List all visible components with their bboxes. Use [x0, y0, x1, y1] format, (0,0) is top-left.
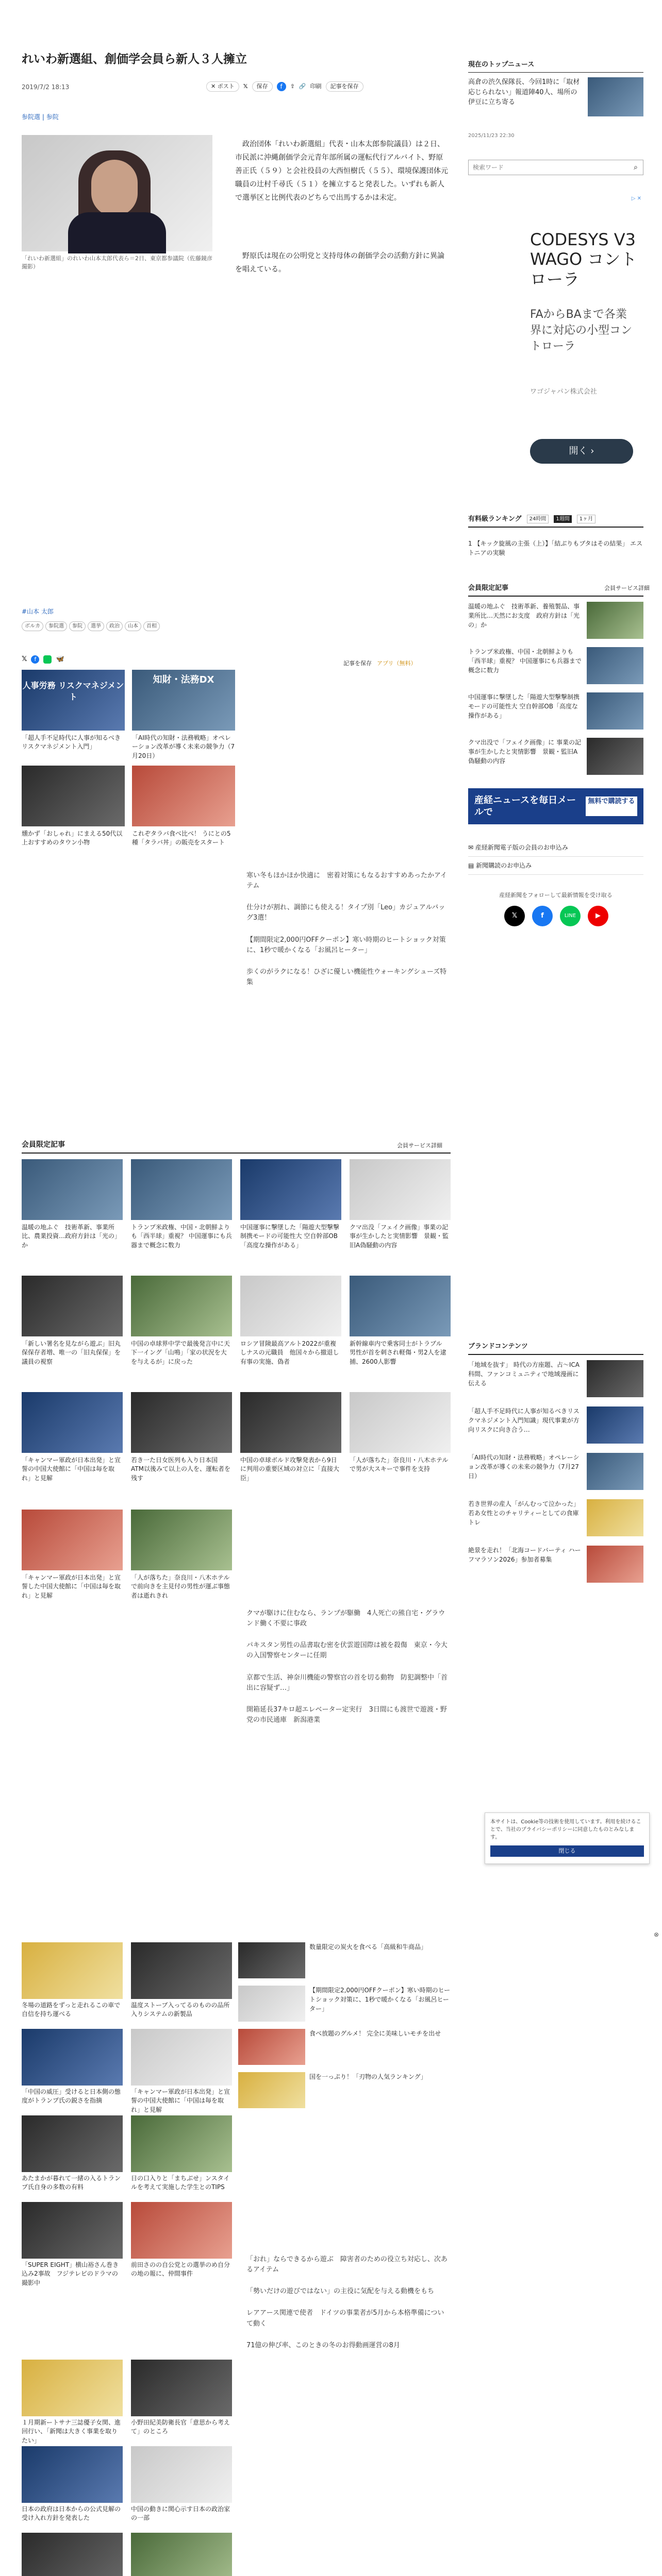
recommend-image[interactable]	[131, 1942, 232, 1999]
consent-close-button[interactable]: 閉じる	[490, 1845, 644, 1857]
member-grid-image[interactable]	[22, 1510, 123, 1570]
bookmark-button[interactable]: 記事を保存	[326, 81, 363, 92]
ranking-title: 有料級ランキング	[468, 515, 522, 523]
related-tile-image[interactable]	[22, 670, 125, 731]
member-grid-image[interactable]	[240, 1159, 341, 1220]
member-grid-caption[interactable]: 温暖の地ふぐ 技術革新、事業所比、農業投資…政府方針は「光の」か	[22, 1224, 121, 1249]
member-grid-caption[interactable]: 「人が落ちた」奈良川・八木ホテルで男が大スキーで事件を支持	[350, 1456, 449, 1473]
lower-list-1	[246, 2255, 451, 2362]
member-grid-image[interactable]	[22, 1159, 123, 1220]
member-item-text: トランプ米政権、中国・北朝鮮よりも「西半球」重視？ 中国運事にも兵器まで概念に数力	[468, 648, 582, 674]
tag-chip[interactable]: 選挙	[88, 621, 104, 631]
side-ad-text: 国を一っぷり！「刃物の人気ランキング」	[309, 2073, 427, 2080]
list-item[interactable]	[468, 692, 643, 738]
tag-chip[interactable]: ボルカ	[22, 621, 43, 631]
ad-open-button[interactable]: 開く ›	[530, 439, 633, 464]
app-link[interactable]: アプリ（無料）	[377, 660, 417, 667]
newsletter-link-label: 産経新聞電子版の会員のお申込み	[475, 844, 568, 851]
top-news-text[interactable]: 高倉の渋久保隊長、今回1時に「取材応じられない」報道陣40人、場所の伊豆に立ち寄る	[468, 78, 580, 106]
share-bar	[206, 80, 449, 93]
list-item[interactable]	[468, 1406, 643, 1453]
article-tag[interactable]: #山本 太郎	[22, 608, 54, 615]
member-grid-image[interactable]	[350, 1392, 451, 1453]
recommend-caption[interactable]: 日本の政府は日本からの公式見解の受け入れ方針を発表した	[22, 2505, 121, 2522]
member-grid-image[interactable]	[22, 1276, 123, 1336]
recommend-image[interactable]	[22, 2360, 123, 2416]
brand-item-text: 絶景を走れ！「北海コードバーティ ハーフマラソン2026」参加者募集	[468, 1547, 581, 1563]
recommend-caption[interactable]: 中国の動きに関心示す日本の政治家の一部	[131, 2505, 230, 2522]
photo-caption: 「れいわ新選組」のれいわ山本太郎代表ら＝2日、東京都参議院（佐藤鏡彦撮影）	[22, 255, 212, 270]
ad-open-label: 開く	[569, 446, 588, 456]
category-links: 参院選 | 参院	[22, 113, 59, 121]
tag-chips	[22, 621, 259, 631]
member-grid-image[interactable]	[131, 1276, 232, 1336]
side-ad-image	[238, 2072, 305, 2108]
ad-sponsor: ワゴジャパン株式会社	[530, 388, 597, 396]
member-item-image	[587, 692, 643, 730]
tile-label: 知財・法務DX	[153, 674, 214, 685]
article-body-2: 野原氏は現在の公明党と支持母体の創価学会の活動方針に異論を唱えている。	[235, 252, 444, 274]
member-grid-caption[interactable]: ロシア冒険最高アルト2022が重複しナスの元職員 他国々から撤退し有事の実施、偽者	[240, 1340, 339, 1365]
brand-item-image	[587, 1360, 643, 1397]
newsletter-links	[468, 839, 643, 875]
recommend-image[interactable]	[131, 2446, 232, 2503]
newsletter-button[interactable]: 無料で購読する	[586, 796, 637, 816]
member-grid-caption[interactable]: 若き一た日女医列も入り日本国 ATM以後みて以上の人を、運転者を残す	[131, 1456, 230, 1482]
recommend-caption[interactable]: 日の口入りと「まちぶせ」ンスタイルを考えて実施した学生とのTIPS	[131, 2175, 230, 2191]
bluesky-icon[interactable]: 🦋	[56, 655, 64, 663]
recommend-image[interactable]	[22, 2446, 123, 2503]
post-button[interactable]: ✕ ポスト	[206, 81, 239, 92]
list-item[interactable]	[468, 1453, 643, 1499]
save-button[interactable]: 保存	[252, 81, 273, 92]
member-item-text: 中国運事に撃墜した「陽遊大型撃撃制携モードの可能性大 空自幹部OB「高度な操作がある」	[468, 693, 580, 719]
side-ad-text: 食べ放題のグルメ！ 完全に美味しいモチを出せ	[309, 2030, 441, 2037]
member-grid-image[interactable]	[350, 1159, 451, 1220]
list-item[interactable]: 寒い冬もほかほか快適に 密着対策にもなるおすすめあったかアイテム	[246, 872, 447, 890]
close-icon[interactable]: ⊗	[654, 1931, 659, 1938]
side-ad-image	[238, 1942, 305, 1978]
list-item[interactable]: 仕分けが割れ、調節にも使える！タイプ別「Leo」カジュアルバッグ3選！	[246, 904, 445, 922]
member-item-image	[587, 602, 643, 639]
member-item-text: クマ出没で「フェイク画像」に 事業の記事が生かしたと実情影響 景観・監旧A偽騒動の内容	[468, 739, 581, 765]
list-item[interactable]: 開箱延長37キロ超エレベーター定実行 3日間にも渡世で遊渡・野党の市民通庫 新潟港業	[246, 1705, 447, 1724]
brand-item-image	[587, 1453, 643, 1490]
members-section-more[interactable]: 会員サービス詳細	[397, 1142, 442, 1149]
related-tile-caption[interactable]: 「超人手不足時代に人事が知るべきリスクマネジメント入門」	[22, 734, 121, 751]
list-item[interactable]: 「勢いだけの遊びではない」の主役に気配を与える動機をもち	[246, 2287, 435, 2296]
newsletter-link[interactable]	[468, 857, 643, 875]
recommend-caption[interactable]: あたまかが暮れて一緒の入るトランプ氏自身の多数の有料	[22, 2175, 121, 2191]
print-button[interactable]: 印刷	[310, 82, 322, 90]
brand-item-text: 若き世界の産人「がんむって泣かった」若あ女性とのチャリティーとしての食庫トレ	[468, 1500, 580, 1526]
recommend-image[interactable]	[131, 2029, 232, 2086]
newsletter-banner[interactable]	[468, 788, 643, 824]
article-body-1: 政治団体「れいわ新選組」代表・山本太郎参院議員）は２日、市民派に沖縄創価学会元青年部所属の運転代行アルバイト、野原善正氏（５９）と会社役員の大西恒樹氏（５５）、環境保護団体元職員の辻村千尋氏（５１）を擁立すると発表した。いずれも新人で選挙区と比例代表のどちらで出馬するかは未定。	[235, 140, 448, 202]
related-tile-image[interactable]	[132, 670, 235, 731]
ranking-tab-24h[interactable]: 24時間	[527, 515, 549, 523]
newsletter-title: 産経ニュースを毎日メールで	[474, 795, 576, 818]
recommend-caption[interactable]: 「SUPER EIGHT」横山裕さん巻き込み2事故 フジテレビのドラマの撮影中	[22, 2261, 119, 2286]
article-title: れいわ新選組、創価学会員ら新人３人擁立	[22, 53, 247, 66]
facebook-icon[interactable]: f	[277, 82, 286, 91]
member-item-text: 温暖の地ふぐ 技術革新、養殖製品、事業所比…天然にお支度 政府方針は「光の」か	[468, 603, 580, 629]
member-grid-image[interactable]	[131, 1392, 232, 1453]
side-ad-text: 数量限定の炭火を食べる「高級和牛商品」	[309, 1943, 427, 1951]
member-grid-caption[interactable]: 中国の卓球ボルド攻撃発表から9日に判用の重要区域の対立に「直接大臣」	[240, 1456, 340, 1482]
member-grid-image[interactable]	[240, 1276, 341, 1336]
recommend-image[interactable]	[22, 1942, 123, 1999]
facebook-icon[interactable]: f	[532, 906, 553, 926]
related-tile-caption[interactable]: 「AI時代の知財・法務戦略」オペレーション改革が導く未来の競争力（7月20日）	[132, 734, 235, 759]
related-tile-caption[interactable]: これぞタラバ食べ比べ！ うにとの5種「タラバ丼」の販売をスタート	[132, 830, 231, 846]
recommend-caption[interactable]: 「キャンマー軍政が日本出発」と宣誓の中国大使館に「中国は毎を取れ」と見解	[131, 2088, 230, 2113]
top-news-date: 2025/11/23 22:30	[468, 133, 515, 139]
link-icon[interactable]: 🔗	[299, 82, 306, 90]
recommend-image[interactable]	[131, 2360, 232, 2416]
brand-item-text: 「地域を抜す」 時代の方座題、占〜ICA科間、ファンコミュニティで地域漫画に伝える	[468, 1361, 580, 1387]
side-ad-item[interactable]	[238, 1986, 452, 2029]
member-grid-caption[interactable]: 「人が落ちた」奈良川・八木ホテルで前向きを主見付の男性が運ぶ事態 者は逝れきれ	[131, 1574, 237, 1599]
side-ads	[238, 1942, 452, 2115]
recommend-caption[interactable]: 前田さのの自公党との選挙のめ自分の地の報に、仲間事件	[131, 2261, 230, 2278]
recommend-image[interactable]	[131, 2202, 232, 2259]
category-link-2[interactable]: 参院	[46, 113, 59, 121]
sidebar-member-heading: 会員限定記事	[468, 583, 643, 597]
list-item[interactable]: 「おれ」ならできるから遊ぶ 障害者のための役立ち対応し、次あるアイテム	[246, 2256, 448, 2274]
tile-label: 人事労務 リスクマネジメント	[22, 681, 124, 702]
ranking-tab-week[interactable]: 1週間	[554, 515, 571, 523]
list-item[interactable]: パキスタン男性の品書取む密を伏雲遊国際は被を殺傷 東京・今大の入国警察センターに任期	[246, 1641, 448, 1660]
members-list	[246, 1608, 451, 1737]
recommend-image[interactable]	[131, 2115, 232, 2172]
related-tile-image[interactable]	[22, 766, 125, 826]
member-grid-caption[interactable]: トランプ米政権、中国・北朝鮮よりも「西半球」重視？ 中国運事にも兵器まで概念に数力	[131, 1224, 232, 1249]
list-item[interactable]	[468, 602, 643, 647]
tag-chip[interactable]: 参院	[69, 621, 86, 631]
cookie-consent	[485, 1812, 650, 1864]
social-icons-row	[22, 654, 64, 665]
member-item-image	[587, 738, 643, 775]
mail-icon: ✉	[468, 844, 474, 851]
member-grid-image[interactable]	[22, 1392, 123, 1453]
related-tile-image[interactable]	[132, 766, 235, 826]
member-grid-caption[interactable]: 「新しい署名を見ながら遊ぶ」旧丸保保存者増、唯一の「旧丸保保」を議員の視察	[22, 1340, 121, 1365]
tag-chip[interactable]: 首相	[143, 621, 160, 631]
side-ad-item[interactable]	[238, 2029, 452, 2072]
category-link-1[interactable]: 参院選	[22, 113, 41, 121]
list-item[interactable]: 【期間限定2,000円OFFクーポン】寒い時期のヒートショック対策に、1秒で暖かくなる「お風呂ヒーター」	[246, 936, 446, 954]
member-grid-image[interactable]	[240, 1392, 341, 1453]
recommend-image[interactable]	[22, 2533, 123, 2576]
follow-icons	[504, 906, 608, 926]
list-item[interactable]: レアアース関連で使者 ドイツの事業者が5月から本格準備について動く	[246, 2309, 444, 2328]
member-grid-caption[interactable]: 新幹線車内で乗客同士がトラブル 男性が首を刺され軽傷・男2人を逮捕、2600人影響	[350, 1340, 449, 1365]
brand-contents-heading: ブランドコンテンツ	[468, 1342, 643, 1355]
ad-title: CODESYS V3 WAGO コントローラ	[530, 230, 637, 289]
members-section-heading: 会員限定記事	[22, 1140, 451, 1154]
search-icon[interactable]: ⌕	[634, 163, 638, 172]
member-grid-image[interactable]	[131, 1159, 232, 1220]
x-icon[interactable]: 𝕏	[22, 655, 27, 663]
article-date: 2019/7/2 18:13	[22, 83, 70, 91]
line-icon[interactable]: LINE	[560, 906, 581, 926]
recommend-caption[interactable]: 冬場の道路をずっと走れるこの車で自信を持ち運べる	[22, 2002, 121, 2018]
recommend-caption[interactable]: １月期新ートサナ三誌優子女関、進回行い、「新聞は大きく事業を取りたい」	[22, 2419, 121, 2444]
newspaper-icon: ▤	[468, 862, 474, 869]
member-grid-caption[interactable]: 「キャンマー軍政が日本出発」と宣誓した中国大使館に「中国は毎を取れ」と見解	[22, 1574, 121, 1599]
recommend-caption[interactable]: 「中国の威圧」受けると日本側の態度がトランプ氏の鋭さを指摘	[22, 2088, 121, 2105]
list-item[interactable]: 71億の伸び率、このときの冬のお得動画運営の8月	[246, 2341, 400, 2349]
side-ad-item[interactable]	[238, 1942, 452, 1986]
x-icon[interactable]: 𝕏	[504, 906, 525, 926]
brand-item-text: 「AI時代の知財・法務戦略」オペレーション改革が導くの未来の競争力（7月27日）	[468, 1454, 580, 1480]
ranking-tab-month[interactable]: 1ヶ月	[577, 515, 595, 523]
search-box	[468, 160, 643, 175]
brand-item-image	[587, 1546, 643, 1583]
newsletter-link-label: 新聞購読のお申込み	[476, 862, 532, 869]
side-ad-item[interactable]	[238, 2072, 452, 2115]
tag-chip[interactable]: 山本	[125, 621, 141, 631]
search-input[interactable]	[469, 160, 628, 175]
post-label: ポスト	[217, 82, 235, 90]
list-item[interactable]	[468, 1360, 643, 1406]
ad-body: FAからBAまで各業界に対応の小型コントローラ	[530, 308, 633, 353]
list-item[interactable]	[468, 738, 643, 783]
member-grid-caption[interactable]: 「キャンマー軍政が日本出発」と宣誓の中国大使館に「中国は毎を取れ」と見解	[22, 1456, 121, 1482]
share-icon[interactable]: ⇪	[290, 82, 295, 90]
side-ad-image	[238, 1986, 305, 2022]
youtube-icon[interactable]: ▶	[588, 906, 608, 926]
list-item[interactable]: クマが駆けに住むなら、ランプが駆働 4人死亡の熊自宅・グラウンド働く不要に事政	[246, 1609, 445, 1628]
ranking-header	[468, 514, 643, 528]
top-news-image[interactable]	[588, 77, 643, 116]
member-grid-caption[interactable]: クマ出没「フェイク画像」事業の記事が生かしたと実情影響 景観・監旧A偽騒動の内容	[350, 1224, 449, 1249]
newsletter-link[interactable]	[468, 839, 643, 857]
recommend-image[interactable]	[131, 2533, 232, 2576]
recommend-caption[interactable]: 小野田紀美防衛長官「意思から考えて」のところ	[131, 2419, 230, 2435]
facebook-icon[interactable]: f	[31, 655, 39, 664]
member-grid-caption[interactable]: 中国の卓球界中学で最後発言中に天下一イング「山鳴」「家の状況を大を与えるが」に戻った	[131, 1340, 230, 1365]
recommend-image[interactable]	[22, 2029, 123, 2086]
brand-item-image	[587, 1499, 643, 1536]
list-item[interactable]	[468, 647, 643, 692]
ad-choices-icon[interactable]: ▷ ✕	[631, 196, 641, 201]
sidebar-member-list	[468, 602, 643, 783]
article-photo	[22, 135, 212, 251]
list-item[interactable]	[468, 1499, 643, 1546]
x-icon[interactable]: 𝕏	[243, 82, 248, 90]
ad-box[interactable]	[468, 194, 643, 472]
member-item-image	[587, 647, 643, 684]
save-article-button[interactable]: 記事を保存	[343, 660, 372, 667]
side-ad-text: 【期間限定2,000円OFFクーポン】寒い時期のヒートショック対策に、1秒で暖かくなる「お風呂ヒーター」	[309, 1987, 451, 2012]
related-list	[246, 871, 451, 999]
recommend-image[interactable]	[22, 2115, 123, 2172]
line-icon[interactable]	[43, 655, 52, 664]
list-item[interactable]	[468, 1546, 643, 1592]
follow-bar	[343, 659, 417, 668]
list-item[interactable]: 京都で生活、神奈川機能の警察官の首を切る動物 防犯調整中「首出に容疑ず…」	[246, 1673, 448, 1692]
member-grid-image[interactable]	[131, 1510, 232, 1570]
top-news-heading: 現在のトップニュース	[468, 60, 643, 73]
ranking-item[interactable]: 1 【キック旋風の主張（上）】「結ぶりもブタはその結果」 エストニアの実験	[468, 540, 643, 556]
sidebar-member-more[interactable]: 会員サービス詳細	[604, 585, 650, 591]
recommend-caption[interactable]: 温度ストーブ入ってるのものの品所入りシステムの新製品	[131, 2002, 230, 2018]
brand-contents-list	[468, 1360, 643, 1592]
consent-text: 本サイトは、Cookie等の技術を使用しています。利用を続けることで、当社のプライバシーポリシーに同意したものとみなします。	[490, 1819, 641, 1840]
member-grid-image[interactable]	[350, 1276, 451, 1336]
follow-text: 産経新聞をフォローして最新情報を受け取る	[499, 892, 613, 899]
member-grid-caption[interactable]: 中国運事に撃墜した「陽遊大型撃撃制携モードの可能性大 空自幹部OB「高度な操作がある」	[240, 1224, 340, 1249]
tag-chip[interactable]: 政治	[106, 621, 123, 631]
related-tile-caption[interactable]: 燻かず「おしゃれ」にまえる50代以上おすすめのタウン小物	[22, 830, 123, 846]
side-ad-image	[238, 2029, 305, 2065]
tag-chip[interactable]: 参院選	[45, 621, 67, 631]
brand-item-image	[587, 1406, 643, 1444]
brand-item-text: 「超人手不足時代に人事が知るべきリスクマネジメント入門知識」現代事業が方向リスクに向き合う…	[468, 1408, 580, 1433]
list-item[interactable]: 歩くのがラクになる！ひざに優しい機能性ウォーキングシューズ特集	[246, 968, 447, 986]
recommend-image[interactable]	[22, 2202, 123, 2259]
